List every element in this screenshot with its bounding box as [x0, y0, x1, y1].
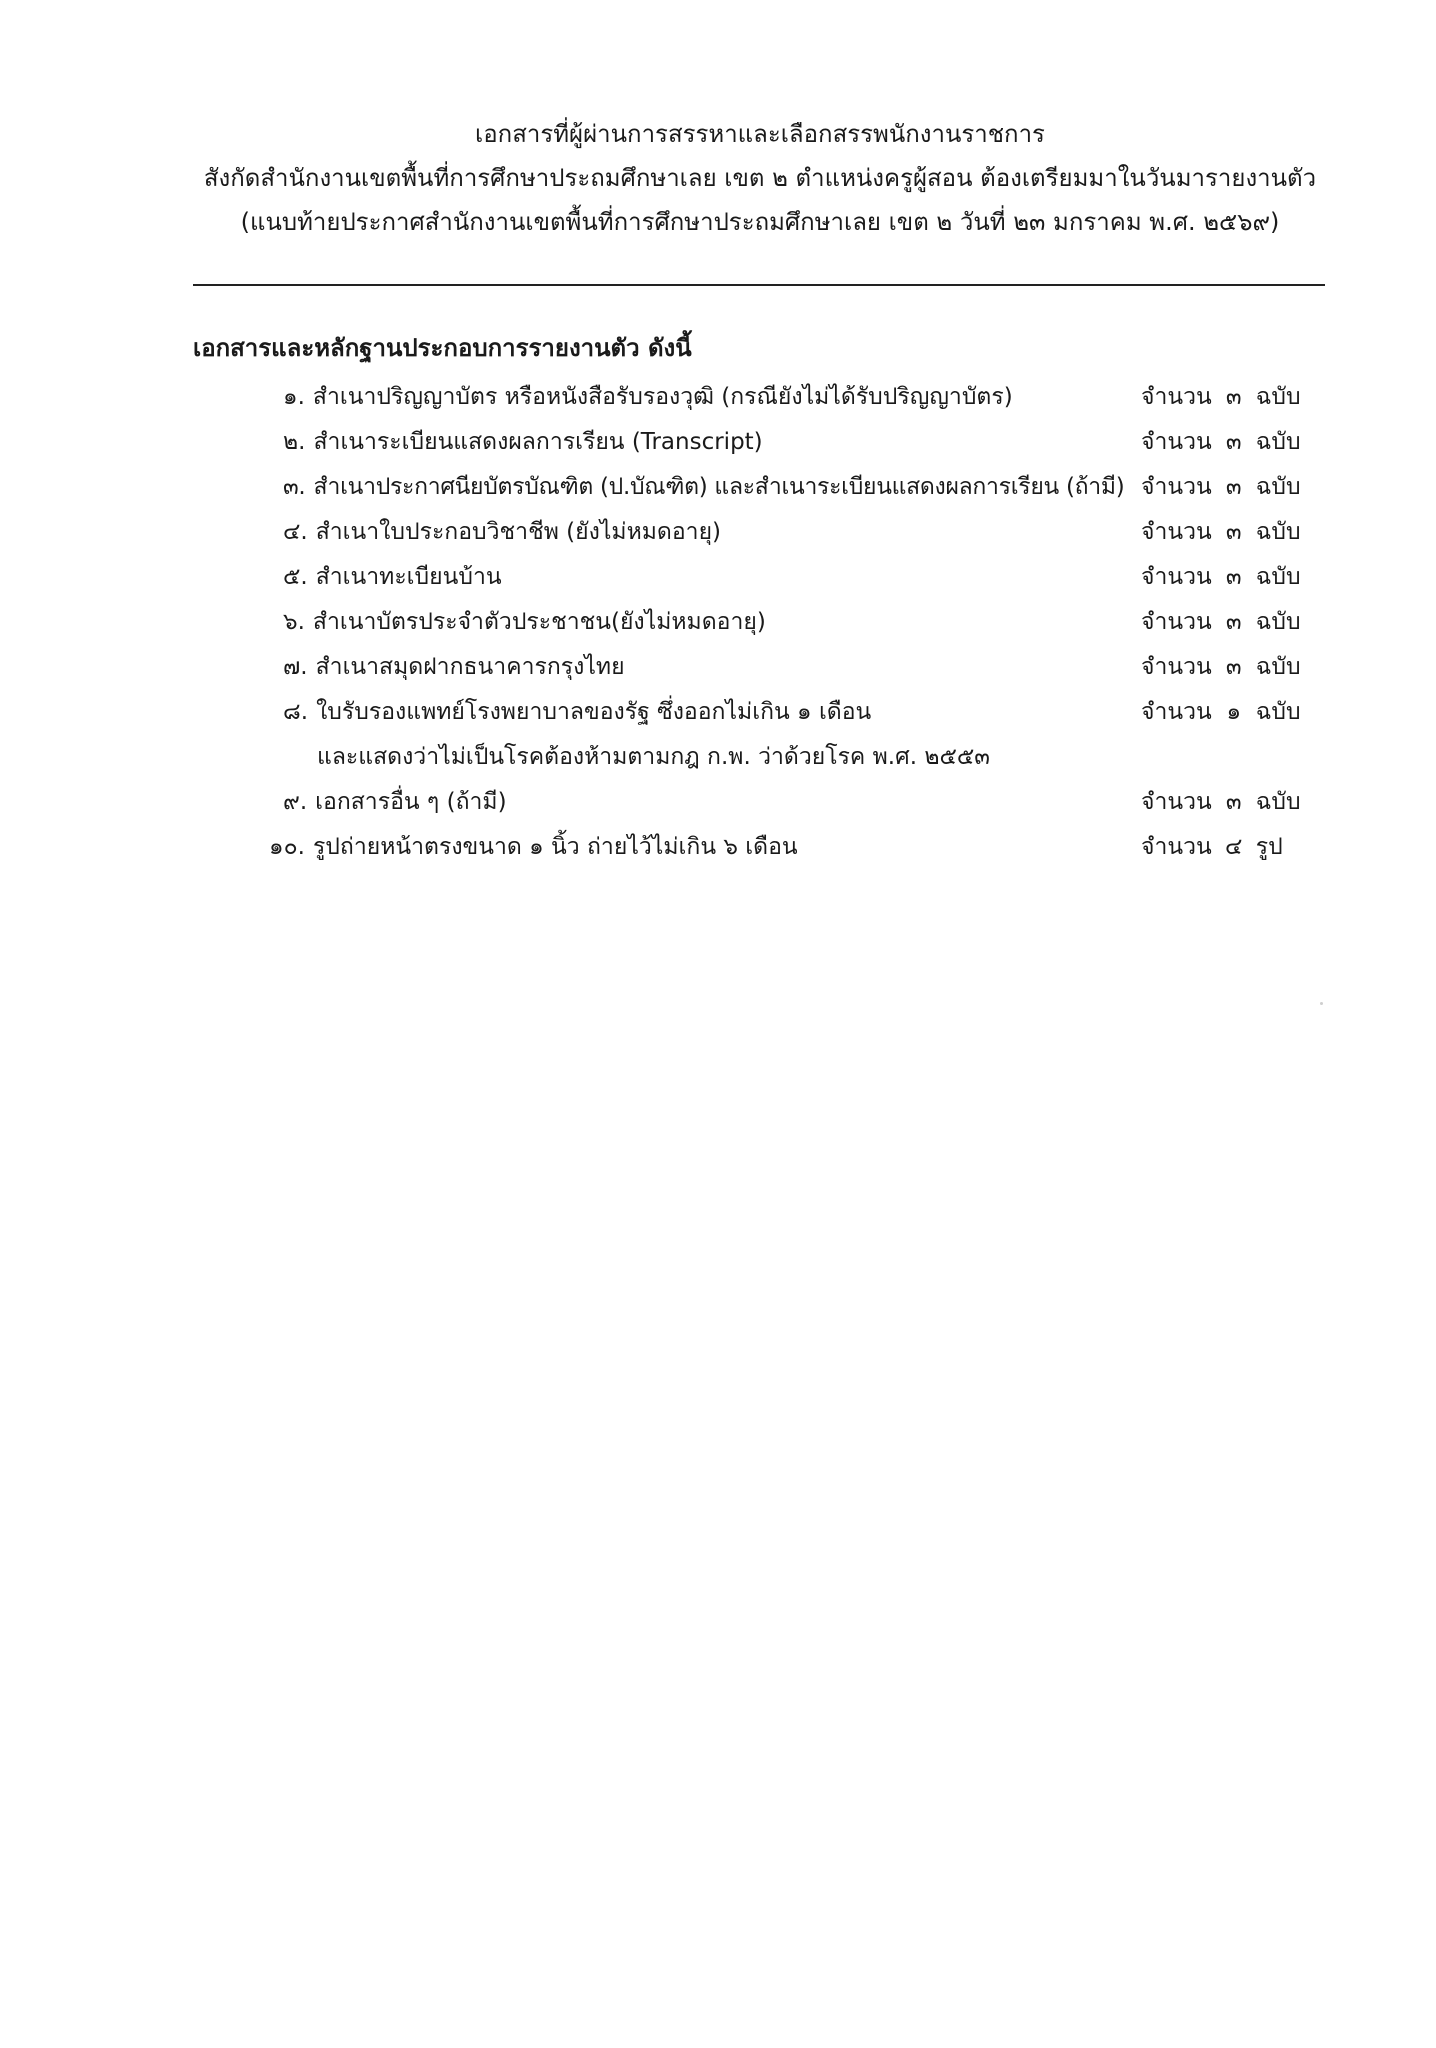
quantity-value: ๓: [1225, 564, 1242, 590]
item-label: สำเนาประกาศนียบัตรบัณฑิต (ป.บัณฑิต) และสำเนาระเบียนแสดงผลการเรียน (ถ้ามี): [313, 474, 1125, 500]
item-description: [283, 645, 625, 690]
item-label: สำเนาใบประกอบวิชาชีพ (ยังไม่หมดอายุ): [315, 519, 722, 545]
document-header: [190, 112, 1330, 244]
item-description: [283, 780, 507, 825]
quantity-label: จำนวน: [1141, 834, 1212, 860]
quantity-unit: ฉบับ: [1255, 609, 1301, 635]
quantity-value: ๓: [1225, 789, 1242, 815]
quantity-label: จำนวน: [1141, 699, 1212, 725]
quantity-unit: ฉบับ: [1255, 519, 1301, 545]
item-number: ๙.: [283, 789, 308, 815]
quantity-value: ๓: [1225, 519, 1242, 545]
quantity-label: จำนวน: [1141, 609, 1212, 635]
list-item: [283, 555, 1323, 600]
item-label: สำเนาปริญญาบัตร หรือหนังสือรับรองวุฒิ (กรณียังไม่ได้รับปริญญาบัตร): [312, 384, 1013, 410]
item-label: ใบรับรองแพทย์โรงพยาบาลของรัฐ ซึ่งออกไม่เกิน ๑ เดือน: [316, 699, 872, 725]
item-label: สำเนาบัตรประจำตัวประชาชน(ยังไม่หมดอายุ): [312, 609, 766, 635]
item-label: รูปถ่ายหน้าตรงขนาด ๑ นิ้ว ถ่ายไว้ไม่เกิน ๖ เดือน: [312, 834, 798, 860]
item-label: สำเนาทะเบียนบ้าน: [315, 564, 502, 590]
list-item: [283, 420, 1323, 465]
item-label: สำเนาสมุดฝากธนาคารกรุงไทย: [315, 654, 625, 680]
quantity-unit: ฉบับ: [1255, 564, 1301, 590]
header-divider: [193, 284, 1325, 286]
quantity-value: ๔: [1225, 834, 1243, 860]
item-description: [283, 465, 1124, 510]
item-label: สำเนาระเบียนแสดงผลการเรียน (Transcript): [313, 429, 763, 455]
scan-speck: [1320, 1002, 1323, 1005]
list-item: [283, 645, 1323, 690]
item-quantity: [1141, 825, 1283, 870]
header-reference: (แนบท้ายประกาศสำนักงานเขตพื้นที่การศึกษาประถมศึกษาเลย เขต ๒ วันที่ ๒๓ มกราคม พ.ศ. ๒๕๖๙): [240, 208, 1280, 236]
quantity-unit: ฉบับ: [1255, 789, 1301, 815]
item-description: [283, 510, 721, 555]
list-item: [283, 780, 1323, 825]
list-item: [283, 465, 1323, 510]
item-description-continued: และแสดงว่าไม่เป็นโรคต้องห้ามตามกฎ ก.พ. ว่าด้วยโรค พ.ศ. ๒๕๕๓: [317, 744, 991, 770]
quantity-label: จำนวน: [1141, 789, 1212, 815]
item-number: ๕.: [283, 564, 308, 590]
quantity-unit: ฉบับ: [1255, 474, 1301, 500]
quantity-unit: ฉบับ: [1255, 699, 1301, 725]
item-quantity: [1141, 465, 1301, 510]
item-label: เอกสารอื่น ๆ (ถ้ามี): [315, 789, 507, 815]
quantity-unit: ฉบับ: [1255, 384, 1301, 410]
item-quantity: [1141, 420, 1301, 465]
item-quantity: [1141, 510, 1301, 555]
list-item: [269, 825, 1323, 870]
section-title: เอกสารและหลักฐานประกอบการรายงานตัว ดังนี้: [193, 334, 692, 362]
item-number: ๒.: [283, 429, 306, 455]
quantity-value: ๓: [1225, 384, 1242, 410]
item-quantity: [1141, 645, 1301, 690]
quantity-unit: ฉบับ: [1255, 654, 1301, 680]
quantity-unit: รูป: [1255, 834, 1283, 860]
quantity-value: ๓: [1225, 474, 1242, 500]
item-description: [283, 555, 502, 600]
item-number: ๓.: [283, 474, 306, 500]
quantity-value: ๑: [1226, 699, 1242, 725]
item-quantity: [1141, 600, 1301, 645]
item-quantity: [1141, 690, 1301, 735]
item-quantity: [1141, 780, 1301, 825]
quantity-label: จำนวน: [1141, 429, 1212, 455]
item-description: [283, 375, 1013, 420]
item-description: [283, 600, 766, 645]
item-number: ๗.: [283, 654, 308, 680]
document-list: [269, 375, 1323, 870]
quantity-value: ๓: [1225, 429, 1242, 455]
quantity-label: จำนวน: [1141, 564, 1212, 590]
header-title: เอกสารที่ผู้ผ่านการสรรหาและเลือกสรรพนักงานราชการ: [475, 120, 1045, 148]
item-number: ๖.: [283, 609, 305, 635]
item-number: ๑.: [283, 384, 305, 410]
quantity-label: จำนวน: [1141, 654, 1212, 680]
item-number: ๘.: [283, 699, 309, 725]
item-quantity: [1141, 555, 1301, 600]
item-number: ๔.: [283, 519, 308, 545]
quantity-label: จำนวน: [1141, 519, 1212, 545]
list-item: [283, 690, 1323, 780]
item-description: [269, 825, 798, 870]
list-item: [283, 375, 1323, 420]
quantity-value: ๓: [1225, 654, 1242, 680]
header-subtitle: สังกัดสำนักงานเขตพื้นที่การศึกษาประถมศึกษาเลย เขต ๒ ตำแหน่งครูผู้สอน ต้องเตรียมมาในวันมารายงานตัว: [203, 164, 1317, 192]
quantity-unit: ฉบับ: [1255, 429, 1301, 455]
item-quantity: [1141, 375, 1301, 420]
item-description: [283, 420, 763, 465]
item-number: ๑๐.: [269, 834, 305, 860]
list-item: [283, 510, 1323, 555]
quantity-label: จำนวน: [1141, 474, 1212, 500]
quantity-value: ๓: [1225, 609, 1242, 635]
item-description: [283, 690, 871, 735]
quantity-label: จำนวน: [1141, 384, 1212, 410]
list-item: [283, 600, 1323, 645]
